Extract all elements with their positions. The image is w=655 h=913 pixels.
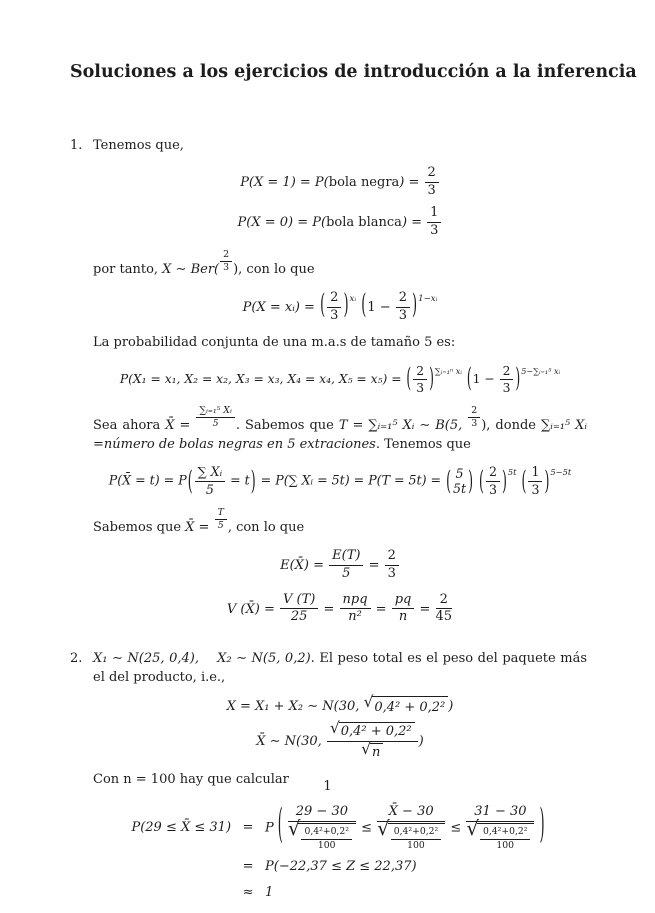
fraction	[396, 291, 410, 324]
square-root	[329, 718, 415, 740]
math-text: ) =	[401, 215, 427, 231]
text: . Tenemos que	[375, 436, 471, 452]
fraction-numerator: 1	[427, 206, 441, 223]
binom-top: 5	[455, 466, 464, 482]
fraction-numerator: V (T)	[280, 593, 318, 610]
radicand	[388, 823, 445, 851]
math-text: E(X̄) =	[280, 557, 329, 573]
fraction	[340, 593, 371, 626]
fraction	[280, 593, 318, 626]
fraction-numerator: 0,4²+0,2²	[301, 827, 351, 840]
equation-line-2	[93, 206, 587, 239]
fraction-numerator: T	[215, 508, 227, 520]
radical-sign: √	[363, 693, 374, 712]
fraction-denominator: 3	[398, 307, 408, 323]
math-text: P(X̄ = t) = P	[108, 472, 187, 488]
paragraph-sea-ahora	[93, 406, 587, 454]
text: , con lo que	[227, 520, 305, 536]
fraction-numerator: 31 − 30	[466, 805, 534, 822]
math-text: P(X = xᵢ) =	[242, 299, 320, 315]
math-text: =	[415, 601, 435, 617]
math-text: P(X = 1) = P(	[240, 175, 329, 191]
equation-standardization	[93, 802, 587, 902]
radical-sign: √	[377, 817, 390, 841]
radicand	[477, 823, 534, 851]
left-paren: (	[277, 802, 283, 850]
right-paren: )	[412, 289, 418, 322]
fraction-numerator: X̄ − 30	[377, 805, 445, 822]
radical-sign: √	[361, 739, 371, 758]
equation-expectation	[93, 549, 587, 582]
paragraph-sabemos	[93, 508, 587, 538]
fraction	[528, 465, 542, 497]
radical-sign: √	[287, 817, 301, 841]
approx-sign: ≈	[242, 884, 254, 900]
fraction	[196, 406, 234, 429]
fraction	[466, 805, 534, 851]
fraction	[427, 206, 441, 239]
equation-joint-probability	[93, 364, 587, 395]
square-root	[361, 739, 383, 761]
fraction-denominator: n	[398, 609, 408, 625]
fraction-denominator	[466, 817, 534, 851]
fraction-numerator: 2	[500, 364, 514, 380]
fraction	[327, 291, 341, 324]
paragraph-normales	[93, 650, 587, 687]
right-paren: )	[250, 464, 256, 496]
fraction-denominator: n²	[348, 609, 362, 625]
math-text: )	[418, 733, 424, 749]
fraction-numerator: 1	[528, 465, 542, 481]
square-root	[466, 817, 534, 851]
radicand: n	[370, 743, 383, 761]
fraction	[468, 406, 480, 429]
fraction-numerator: 2	[327, 291, 341, 308]
fraction-numerator: 2	[396, 291, 410, 308]
fraction-denominator: 3	[387, 565, 396, 581]
exercise-1-body	[93, 137, 587, 637]
fraction-numerator: E(T)	[329, 549, 363, 566]
text: ), donde	[481, 418, 541, 434]
math-text: ) =	[399, 175, 424, 191]
fraction-numerator: 2	[468, 406, 480, 418]
equation-lhs: P(29 ≤ X̄ ≤ 31)	[131, 819, 232, 835]
text: por tanto,	[93, 262, 163, 278]
fraction-numerator: ∑ᵢ₌₁⁵ Xᵢ	[196, 406, 234, 418]
math-inline: X̄ =	[165, 418, 196, 434]
math-text: X = X₁ + X₂ ∼ N(30,	[226, 699, 364, 715]
fraction	[425, 166, 439, 199]
math-inline: T = ∑ᵢ₌₁⁵ Xᵢ ∼ B(5,	[338, 418, 468, 434]
fraction	[500, 364, 514, 395]
exponent-sum: ∑ᵢ₌₁ⁿ xᵢ	[434, 365, 462, 376]
binom-bottom: 5t	[453, 481, 467, 497]
math-inline: X₁ ∼ N(25, 0,4), X₂ ∼ N(5, 0,2)	[93, 651, 311, 667]
right-paren: )	[429, 363, 434, 393]
fraction-denominator: 100	[407, 839, 425, 851]
fraction-denominator: 100	[317, 839, 336, 851]
fraction	[329, 549, 363, 582]
exponent: 5t	[507, 467, 517, 478]
left-paren: (	[466, 363, 472, 393]
fraction-numerator: 29 − 30	[288, 805, 356, 822]
fraction	[377, 805, 445, 851]
fraction-numerator: 2	[436, 593, 453, 610]
equation-sum-normal	[93, 693, 587, 717]
fraction-numerator: 2	[413, 364, 427, 380]
square-root	[287, 817, 356, 851]
emphasized-text: número de bolas negras en 5 extraciones	[103, 436, 376, 452]
page-title: Soluciones a los ejercicios de introducción a la inferencia	[70, 62, 637, 82]
right-paren: )	[544, 464, 550, 496]
fraction-denominator: 5	[342, 565, 351, 581]
math-text: )	[448, 699, 454, 715]
math-inline: ∑ᵢ₌₁⁵ Xᵢ =	[93, 418, 587, 452]
square-root	[377, 817, 445, 851]
right-paren: )	[468, 464, 474, 496]
fraction	[195, 465, 226, 497]
fraction-numerator: 2	[220, 250, 232, 262]
math-text: X̄ ∼ N(30,	[256, 733, 326, 749]
equation-bernoulli-pmf	[93, 291, 587, 324]
fraction	[392, 593, 415, 626]
fraction-numerator: 0,4²+0,2²	[391, 827, 441, 840]
radicand: 0,4² + 0,2²	[339, 722, 415, 740]
fraction-denominator: 3	[502, 381, 511, 396]
math-text: = P(∑ Xᵢ = 5t) = P(T = 5t) =	[256, 472, 446, 488]
math-text: V (X̄) =	[226, 601, 279, 617]
fraction-numerator: npq	[340, 593, 371, 610]
right-paren: )	[343, 289, 349, 322]
math-text: 1 −	[367, 299, 395, 315]
fraction-numerator: 2	[486, 465, 500, 481]
equation-sample-mean-pmf	[93, 465, 587, 497]
left-paren: (	[479, 464, 484, 496]
fraction-denominator: 3	[471, 418, 478, 429]
math-text: 1 −	[472, 372, 499, 387]
equals-sign: =	[242, 859, 254, 875]
fraction-denominator: 3	[223, 261, 230, 273]
fraction	[413, 364, 427, 395]
fraction	[391, 827, 441, 851]
paragraph-con-n: Con n = 100 hay que calcular	[93, 771, 289, 787]
fraction-denominator: 3	[427, 183, 436, 199]
fraction-denominator: 3	[330, 307, 339, 323]
fraction-denominator: 45	[435, 609, 453, 625]
left-paren: (	[320, 289, 326, 322]
text: . Sabemos que	[235, 418, 339, 434]
fraction-denominator	[377, 817, 445, 851]
radical-sign: √	[466, 817, 480, 841]
paragraph-conjunta: La probabilidad conjunta de una m.a.s de tamaño 5 es:	[93, 335, 456, 351]
radicand	[298, 823, 355, 851]
math-text: P(X = 0) = P(	[237, 215, 327, 231]
paragraph-por-tanto	[93, 250, 587, 280]
exponent: xᵢ	[349, 293, 357, 304]
math-text: = t	[226, 472, 250, 488]
text: Sea ahora	[93, 418, 166, 434]
math-inline: X̄ =	[185, 520, 214, 536]
fraction-denominator: 3	[416, 381, 425, 396]
math-text: =	[371, 601, 391, 617]
page-number: 1	[323, 778, 332, 794]
text: . El peso total es el peso del paquete más el del producto, i.e.,	[93, 651, 587, 685]
right-paren: )	[515, 363, 521, 393]
fraction-denominator: 5	[217, 519, 224, 531]
fraction	[486, 465, 500, 497]
math-text: P	[265, 820, 274, 836]
right-paren: )	[539, 802, 545, 850]
binomial-coefficient	[445, 466, 474, 496]
fraction	[215, 508, 227, 531]
leq-sign: ≤	[361, 820, 372, 836]
math-inline: X ∼ Ber(	[162, 262, 220, 278]
math-word: bola blanca	[326, 215, 402, 231]
text: Sabemos que	[93, 520, 186, 536]
left-paren: (	[361, 289, 367, 322]
fraction	[436, 593, 453, 626]
fraction-numerator: pq	[392, 593, 415, 610]
exponent-sum: 5−∑ᵢ₌₁⁵ xᵢ	[521, 365, 561, 376]
paragraph-intro: Tenemos que,	[93, 137, 184, 153]
exercise-1-number: 1.	[70, 137, 83, 153]
fraction-numerator: 2	[425, 166, 439, 183]
equation-rhs-3: 1	[265, 884, 274, 900]
equation-variance	[93, 593, 587, 626]
square-root	[363, 693, 449, 717]
fraction-numerator	[327, 718, 418, 742]
fraction-denominator: 3	[531, 481, 540, 497]
exponent: 1−xᵢ	[418, 293, 438, 304]
text: ), con lo que	[233, 262, 315, 278]
fraction	[288, 805, 356, 851]
fraction	[220, 250, 232, 273]
radical-sign: √	[329, 718, 340, 737]
fraction-numerator: ∑ Xᵢ	[195, 465, 226, 481]
fraction	[385, 549, 399, 582]
exponent: 5−5t	[550, 467, 572, 478]
math-word: bola negra	[328, 175, 400, 191]
left-paren: (	[406, 363, 412, 393]
exercise-1	[70, 137, 587, 637]
binom-column	[452, 466, 467, 496]
fraction	[327, 718, 418, 761]
fraction-denominator: 100	[496, 839, 515, 851]
fraction-denominator: 5	[205, 481, 214, 497]
fraction-denominator: 3	[430, 223, 439, 239]
equation-rhs-1	[265, 802, 549, 851]
leq-sign: ≤	[450, 820, 462, 836]
equation-mean-normal	[93, 718, 587, 761]
fraction-numerator: 2	[385, 549, 399, 566]
left-paren: (	[446, 464, 452, 496]
right-paren: )	[501, 464, 507, 496]
fraction-denominator: 3	[488, 481, 497, 497]
fraction-denominator	[287, 817, 356, 851]
equation-bernoulli-values	[93, 166, 587, 239]
math-text: =	[319, 601, 339, 617]
equals-sign: =	[242, 819, 254, 835]
left-paren: (	[521, 464, 527, 496]
exercise-2-number: 2.	[70, 651, 83, 667]
fraction	[480, 827, 530, 851]
radicand: 0,4² + 0,2²	[372, 696, 448, 717]
equation-rhs-2: P(−22,37 ≤ Z ≤ 22,37)	[265, 859, 417, 875]
math-text: =	[364, 557, 384, 573]
fraction-denominator	[327, 739, 418, 761]
fraction	[301, 827, 351, 851]
fraction-denominator: 25	[290, 609, 308, 625]
math-text: P(X₁ = x₁, X₂ = x₂, X₃ = x₃, X₄ = x₄, X₅ = x₅) =	[119, 372, 406, 387]
fraction-numerator: 0,4²+0,2²	[480, 827, 530, 840]
equation-line-1	[93, 166, 587, 199]
left-paren: (	[187, 464, 193, 496]
fraction-denominator: 5	[212, 418, 219, 429]
